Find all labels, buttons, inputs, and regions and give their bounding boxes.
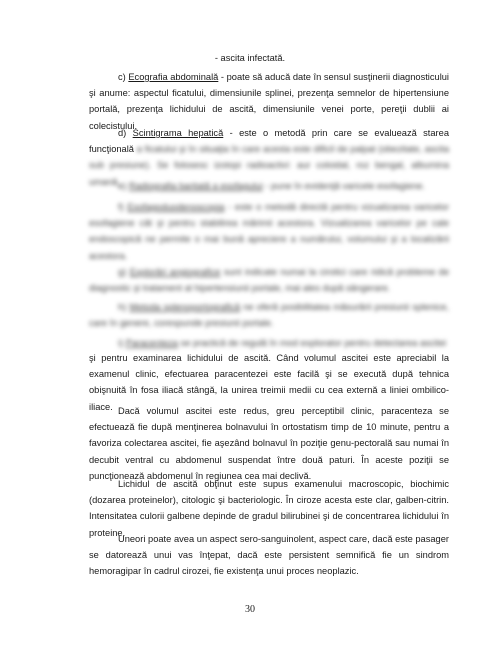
blurred-item-f (89, 199, 449, 264)
item-text: - pune în evidenţă varicele esofagiene. (262, 181, 426, 191)
blurred-item-i (89, 335, 449, 351)
item-label: e) (118, 181, 127, 191)
item-text: se practică de regulă în mod explorator pentru detectarea ascitei (177, 338, 447, 348)
item-label: h) (118, 302, 127, 312)
bullet-line: - ascita infectată. (214, 53, 286, 63)
item-label: d) (118, 128, 127, 138)
item-term: Metoda splenoportografică (129, 302, 241, 312)
paragraph-aspect (89, 531, 449, 580)
item-text: - este o metodă directă pentru vizualizarea varicelor esofagiene cât şi pentru stabilirea mărimii acestora. Vizualizarea varicelor pe cale endoscopică ne permite o mai bună apreciere a numărului, volumului şi a localizării acestora. (89, 202, 450, 261)
blurred-item-e (89, 178, 449, 194)
item-label: f) (118, 202, 124, 212)
item-text: sunt indicate numai la cirotici care ridică probleme de diagnostic şi tratament al hipertensiunii portale, mai ales după sângerare. (89, 267, 449, 294)
paragraph-paracenteza: şi pentru examinarea lichidului de ascită. Când volumul ascitei este apreciabil la examenul clinic, efectuarea paracentezei este facilă şi se execută după tehnica obişnuită în fosa iliacă stângă, la unirea treimii medii cu cea externă a liniei ombilico-iliace. (89, 353, 449, 412)
page-number: 30 (245, 604, 255, 615)
paragraph-text: Dacă volumul ascitei este redus, greu perceptibil clinic, paracenteza se efectuează fie după menţinerea bolnavului în ortostatism timp de 10 minute, pentru a favoriza colectarea ascitei, fie aşezând bolnavul în poziţie genu-pectorală sau numai în decubit ventral cu abdomenul suspendat între două paturi. În aceste poziţii se puncţionează abdomenul în regiunea cea mai declivă. (89, 406, 449, 481)
item-term: Ecografia abdominală (128, 72, 219, 82)
blurred-text: a ficatului şi în situaţia în care acesta este dificil de palpat (obezitate, ascita sub presiune). Se folosesc izotopi radioactivi: aur coloidal, roz bengal, albumina umană. (89, 144, 449, 187)
item-term: Radiografia baritată a esofagului (128, 181, 263, 191)
item-text: - este o metodă prin care se evaluează starea funcţională (89, 128, 449, 155)
item-text: ne oferă posibilitatea măsurării presiunii splenice, care în genere, corespunde presiunii portale. (89, 302, 450, 329)
item-text: - poate să aducă date în sensul susţinerii diagnosticului şi anume: aspectul ficatului, dimensiunile splinei, prezenţa semnelor de hipertensiune portală, prezenţa lichidului de ascită, dimensiunile venei porte, pereţii dublii ai colecistului. (89, 72, 449, 131)
item-term: Paracenteza (125, 338, 178, 348)
blurred-item-h (89, 299, 449, 331)
paragraph-text: Lichidul de ascită obţinut este supus examenului macroscopic, biochimic (dozarea proteinelor), citologic şi bacteriologic. În ciroze acesta este clar, galben-citrin. Intensitatea culorii galbene depinde de gradul bilirubinei şi de concentrarea lichidului în proteine. (89, 479, 449, 538)
item-term: Explorări angiografice (129, 267, 221, 277)
paragraph-volum-ascita (89, 403, 449, 484)
item-label: g) (118, 267, 127, 277)
item-term: Esofagoduodenoscopia (127, 202, 225, 212)
item-label: c) (118, 72, 126, 82)
blurred-item-g (89, 264, 449, 296)
item-label: i) (118, 338, 124, 348)
item-term: Scintigrama hepatică (132, 128, 224, 138)
paragraph-text: Uneori poate avea un aspect sero-sanguinolent, aspect care, dacă este pasager se datorează unui vas înţepat, dacă este persistent semnifică fie un sindrom hemoragipar în cadrul cirozei, fie existenţa unui proces neoplazic. (89, 534, 449, 577)
